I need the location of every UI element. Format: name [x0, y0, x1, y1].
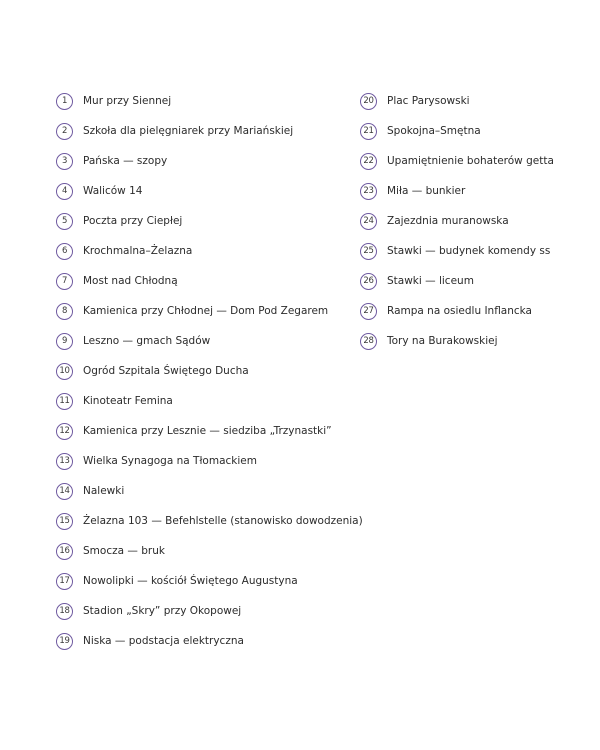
list-item: [56, 326, 346, 356]
item-number-badge: 9: [56, 333, 73, 350]
item-label: Upamiętnienie bohaterów getta: [387, 154, 554, 167]
item-label: Tory na Burakowskiej: [387, 334, 498, 347]
item-label: Wielka Synagoga na Tłomackiem: [83, 454, 257, 467]
item-number-badge: 28: [360, 333, 377, 350]
item-number-badge: 19: [56, 633, 73, 650]
item-number-badge: 18: [56, 603, 73, 620]
item-number-badge: 1: [56, 93, 73, 110]
list-item: [56, 176, 346, 206]
item-label: Plac Parysowski: [387, 94, 470, 107]
item-number-badge: 24: [360, 213, 377, 230]
list-item: [56, 356, 346, 386]
item-number-badge: 4: [56, 183, 73, 200]
item-label: Most nad Chłodną: [83, 274, 178, 287]
item-number-badge: 23: [360, 183, 377, 200]
list-item: [360, 86, 585, 116]
item-label: Żelazna 103 — Befehlstelle (stanowisko dowodzenia): [83, 514, 363, 527]
item-number-badge: 3: [56, 153, 73, 170]
list-item: [56, 506, 363, 536]
item-label: Rampa na osiedlu Inflancka: [387, 304, 532, 317]
item-label: Stawki — liceum: [387, 274, 474, 287]
list-item: [360, 266, 585, 296]
list-item: [56, 86, 346, 116]
item-label: Mur przy Siennej: [83, 94, 172, 107]
list-item: [56, 266, 346, 296]
list-item: [56, 476, 346, 506]
item-number-badge: 5: [56, 213, 73, 230]
item-label: Kinoteatr Femina: [83, 394, 173, 407]
list-item: [360, 296, 585, 326]
item-number-badge: 20: [360, 93, 377, 110]
item-label: Spokojna–Smętna: [387, 124, 481, 137]
item-label: Waliców 14: [83, 184, 143, 197]
item-label: Smocza — bruk: [83, 544, 165, 557]
item-number-badge: 13: [56, 453, 73, 470]
item-label: Kamienica przy Lesznie — siedziba „Trzynastki”: [83, 424, 332, 437]
list-item: [360, 206, 585, 236]
item-label: Krochmalna–Żelazna: [83, 244, 193, 257]
item-number-badge: 26: [360, 273, 377, 290]
item-label: Miła — bunkier: [387, 184, 466, 197]
list-item: [56, 446, 346, 476]
item-label: Kamienica przy Chłodnej — Dom Pod Zegarem: [83, 304, 329, 317]
item-number-badge: 7: [56, 273, 73, 290]
list-item: [56, 536, 346, 566]
item-number-badge: 10: [56, 363, 73, 380]
list-item: [56, 596, 346, 626]
item-label: Ogród Szpitala Świętego Ducha: [83, 364, 249, 377]
item-label: Stadion „Skry” przy Okopowej: [83, 604, 242, 617]
item-label: Zajezdnia muranowska: [387, 214, 509, 227]
item-number-badge: 2: [56, 123, 73, 140]
item-number-badge: 21: [360, 123, 377, 140]
list-item: [56, 146, 346, 176]
item-number-badge: 15: [56, 513, 73, 530]
item-label: Stawki — budynek komendy ss: [387, 244, 551, 257]
list-item: [360, 326, 585, 356]
list-item: [56, 566, 346, 596]
list-item: [360, 236, 585, 266]
item-label: Leszno — gmach Sądów: [83, 334, 211, 347]
item-number-badge: 16: [56, 543, 73, 560]
list-item: [56, 416, 346, 446]
item-number-badge: 17: [56, 573, 73, 590]
item-number-badge: 25: [360, 243, 377, 260]
item-number-badge: 12: [56, 423, 73, 440]
item-label: Poczta przy Ciepłej: [83, 214, 183, 227]
item-label: Nowolipki — kościół Świętego Augustyna: [83, 574, 298, 587]
list-item: [56, 236, 346, 266]
location-list-right: [360, 86, 585, 356]
item-number-badge: 27: [360, 303, 377, 320]
item-number-badge: 8: [56, 303, 73, 320]
list-item: [360, 116, 585, 146]
item-label: Niska — podstacja elektryczna: [83, 634, 244, 647]
item-number-badge: 14: [56, 483, 73, 500]
item-label: Pańska — szopy: [83, 154, 168, 167]
item-number-badge: 22: [360, 153, 377, 170]
list-item: [56, 206, 346, 236]
location-list-left: [56, 86, 363, 656]
item-label: Szkoła dla pielęgniarek przy Mariańskiej: [83, 124, 294, 137]
item-number-badge: 6: [56, 243, 73, 260]
list-item: [56, 116, 346, 146]
list-item: [56, 386, 346, 416]
item-number-badge: 11: [56, 393, 73, 410]
item-label: Nalewki: [83, 484, 125, 497]
list-item: [56, 296, 346, 326]
list-item: [56, 626, 346, 656]
list-item: [360, 176, 585, 206]
list-item: [360, 146, 585, 176]
